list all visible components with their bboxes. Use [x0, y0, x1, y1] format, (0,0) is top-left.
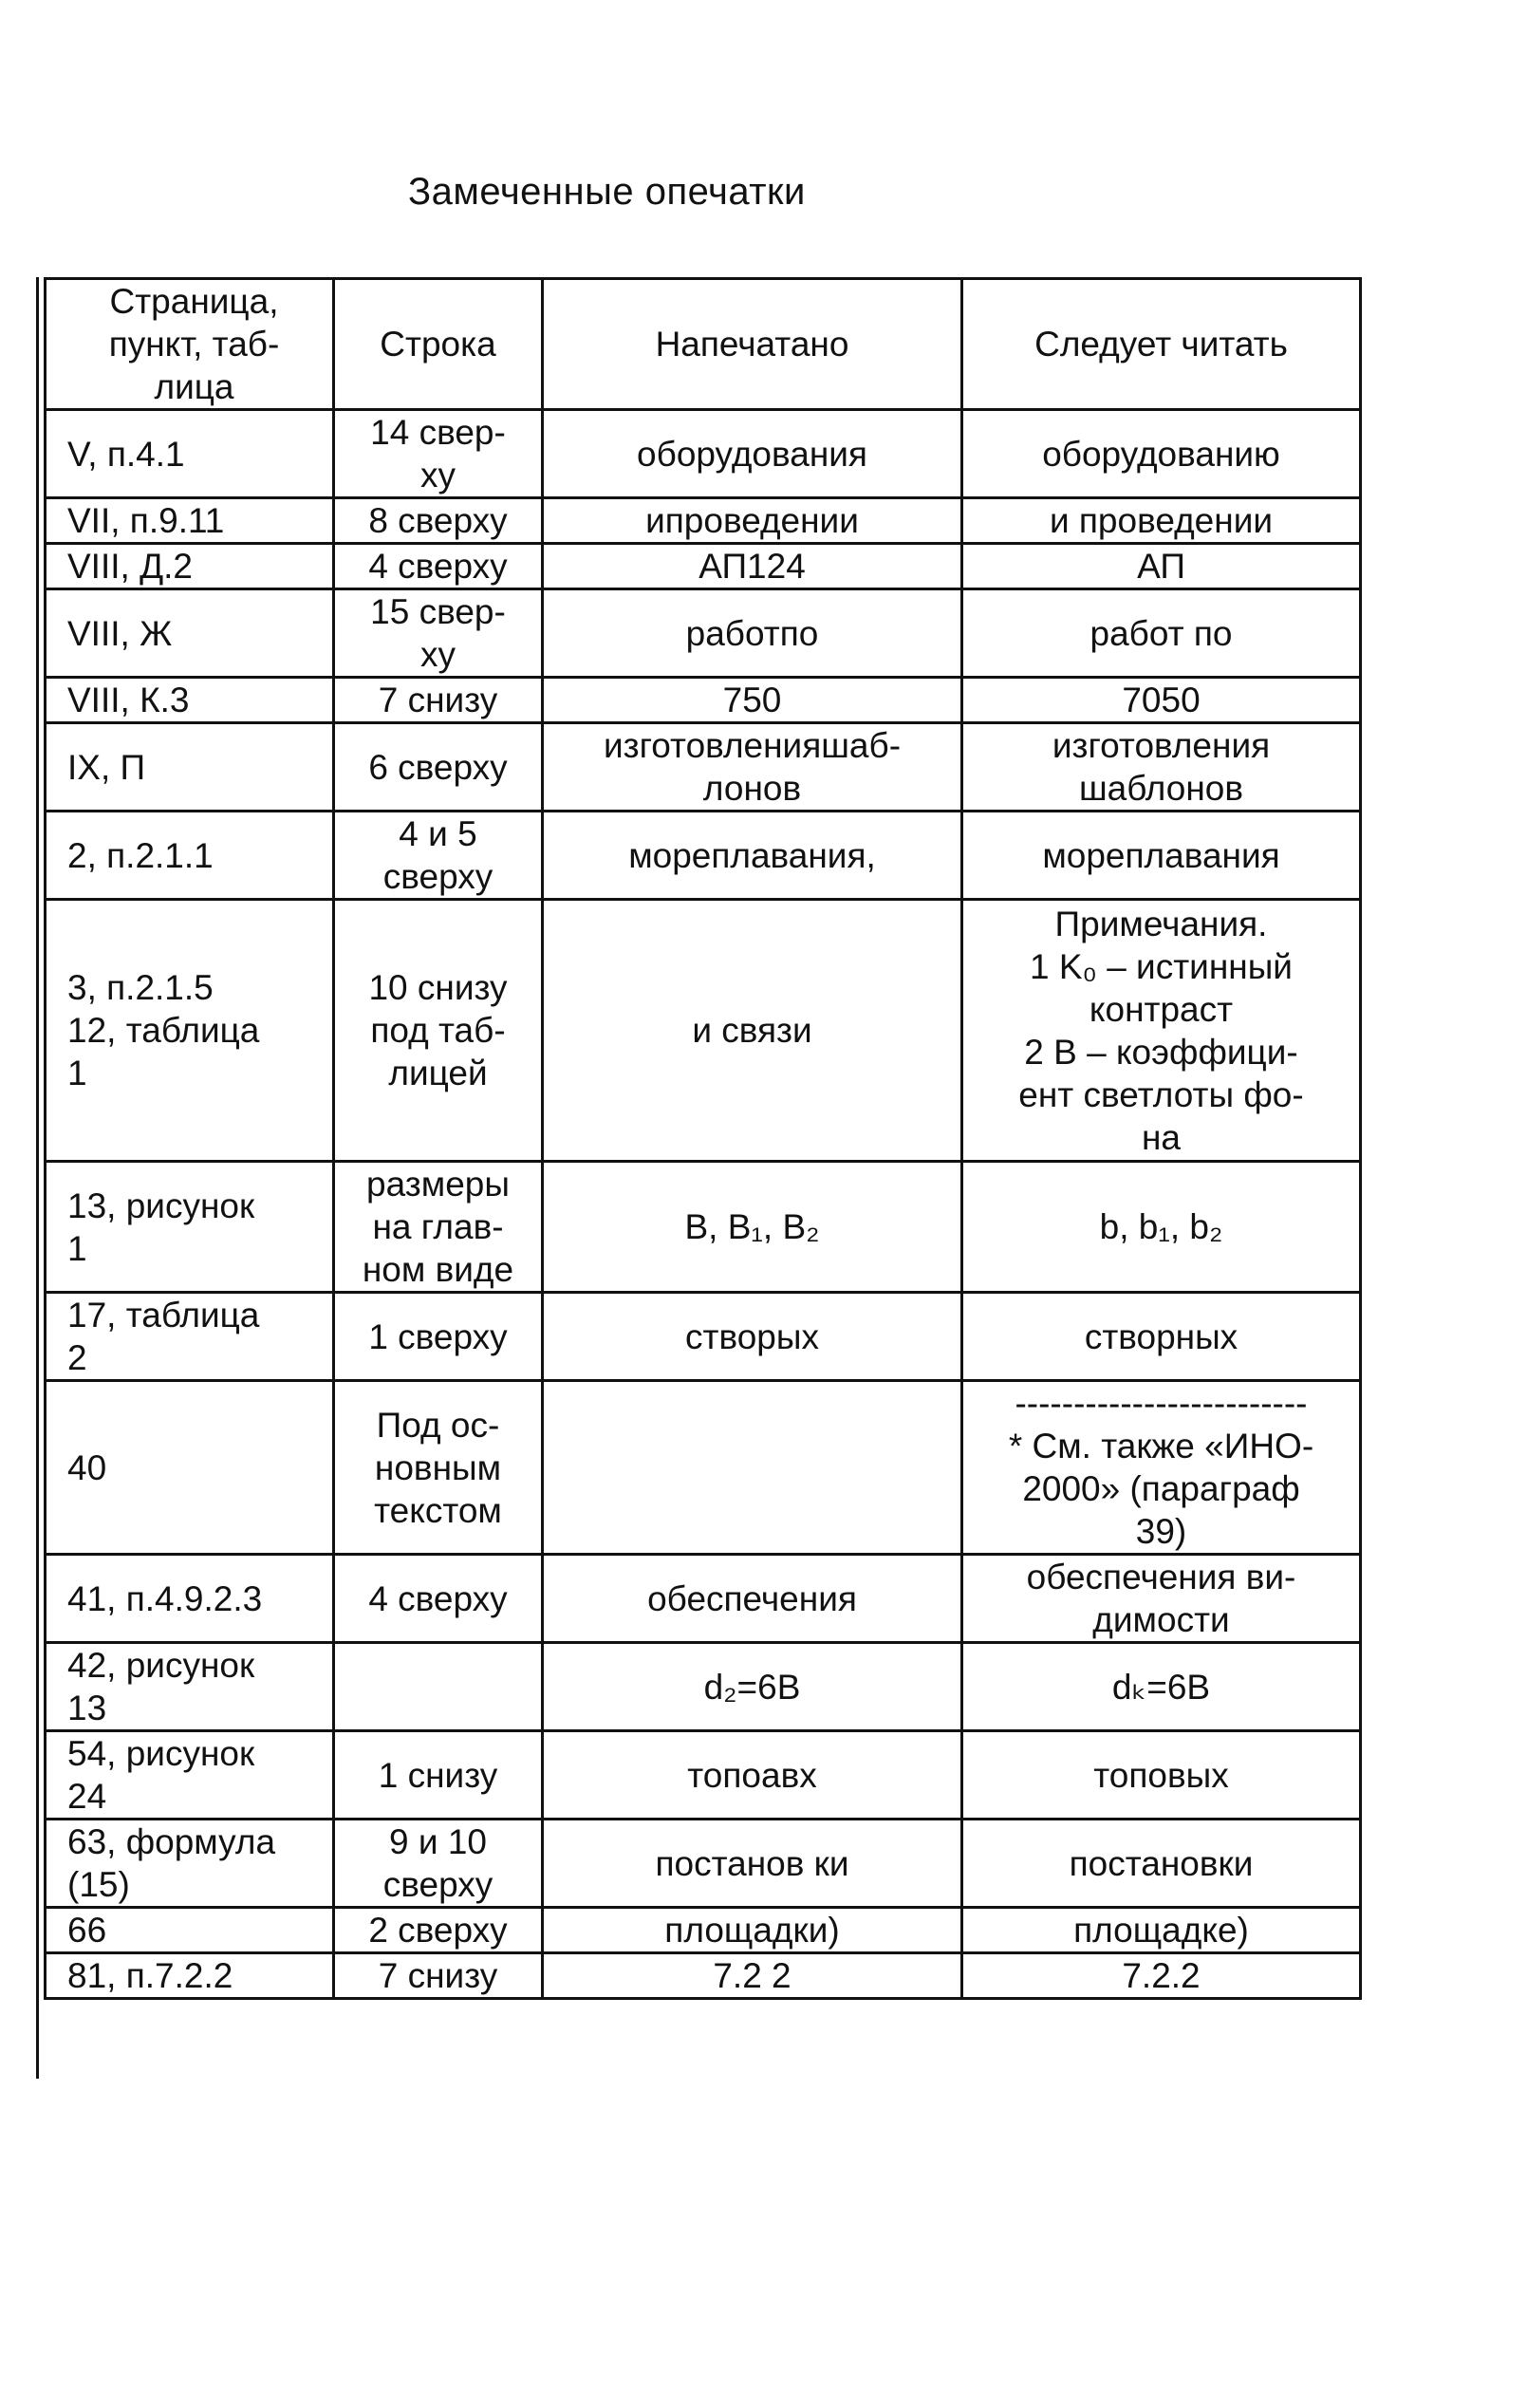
page-cell: 17, таблица 2 [46, 1293, 334, 1381]
line-cell: 7 снизу [334, 1953, 543, 1999]
correct-cell: створных [962, 1293, 1361, 1381]
printed-cell: ипроведении [543, 498, 962, 544]
line-cell: Под ос- новным текстом [334, 1381, 543, 1555]
correct-cell: ------------------------- * См. также «ИНО- 2000» (параграф 39) [962, 1381, 1361, 1555]
page-cell: 3, п.2.1.5 12, таблица 1 [46, 900, 334, 1162]
correct-cell: АП [962, 544, 1361, 589]
printed-cell: 750 [543, 678, 962, 723]
table-row [46, 1643, 1361, 1731]
printed-cell: АП124 [543, 544, 962, 589]
page-cell: V, п.4.1 [46, 410, 334, 498]
line-cell: размеры на глав- ном виде [334, 1162, 543, 1293]
column-header: Следует читать [962, 279, 1361, 410]
printed-cell: мореплавания, [543, 812, 962, 900]
table-row [46, 812, 1361, 900]
printed-cell: обеспечения [543, 1555, 962, 1643]
page-cell: VIII, Д.2 [46, 544, 334, 589]
page-cell: 2, п.2.1.1 [46, 812, 334, 900]
correct-cell: 7050 [962, 678, 1361, 723]
page-cell: 41, п.4.9.2.3 [46, 1555, 334, 1643]
line-cell: 4 и 5 сверху [334, 812, 543, 900]
errata-table-container [44, 277, 1359, 2000]
correct-cell: Примечания. 1 K₀ – истинный контраст 2 В – коэффици- ент светлоты фо- на [962, 900, 1361, 1162]
printed-cell: и связи [543, 900, 962, 1162]
printed-cell: изготовленияшаб- лонов [543, 723, 962, 812]
page-cell: 54, рисунок 24 [46, 1731, 334, 1820]
page-cell: 63, формула (15) [46, 1820, 334, 1908]
line-cell [334, 1643, 543, 1731]
page-cell: 40 [46, 1381, 334, 1555]
table-row [46, 1731, 1361, 1820]
correct-cell: работ по [962, 589, 1361, 678]
errata-table [44, 277, 1362, 2000]
printed-cell: работпо [543, 589, 962, 678]
correct-cell: и проведении [962, 498, 1361, 544]
table-row [46, 1293, 1361, 1381]
table-row [46, 723, 1361, 812]
printed-cell [543, 1381, 962, 1555]
correct-cell: мореплавания [962, 812, 1361, 900]
page-cell: 13, рисунок 1 [46, 1162, 334, 1293]
column-header: Строка [334, 279, 543, 410]
table-row [46, 410, 1361, 498]
page-title: Замеченные опечатки [408, 171, 806, 213]
line-cell: 8 сверху [334, 498, 543, 544]
table-row [46, 589, 1361, 678]
correct-cell: площадке) [962, 1908, 1361, 1953]
correct-cell: топовых [962, 1731, 1361, 1820]
line-cell: 4 сверху [334, 544, 543, 589]
column-header: Напечатано [543, 279, 962, 410]
table-row [46, 544, 1361, 589]
line-cell: 2 сверху [334, 1908, 543, 1953]
correct-cell: b, b₁, b₂ [962, 1162, 1361, 1293]
page-cell: 81, п.7.2.2 [46, 1953, 334, 1999]
table-row [46, 900, 1361, 1162]
column-header: Страница, пункт, таб- лица [46, 279, 334, 410]
table-row [46, 1555, 1361, 1643]
correct-cell: 7.2.2 [962, 1953, 1361, 1999]
printed-cell: топоавх [543, 1731, 962, 1820]
page-cell: VIII, Ж [46, 589, 334, 678]
printed-cell: площадки) [543, 1908, 962, 1953]
line-cell: 6 сверху [334, 723, 543, 812]
correct-cell: изготовления шаблонов [962, 723, 1361, 812]
printed-cell: оборудования [543, 410, 962, 498]
page-cell: VII, п.9.11 [46, 498, 334, 544]
page-cell: 42, рисунок 13 [46, 1643, 334, 1731]
line-cell: 1 снизу [334, 1731, 543, 1820]
correct-cell: постановки [962, 1820, 1361, 1908]
line-cell: 4 сверху [334, 1555, 543, 1643]
table-row [46, 1908, 1361, 1953]
correct-cell: обеспечения ви- димости [962, 1555, 1361, 1643]
table-row [46, 1162, 1361, 1293]
printed-cell: створых [543, 1293, 962, 1381]
printed-cell: постанов ки [543, 1820, 962, 1908]
printed-cell: В, В₁, В₂ [543, 1162, 962, 1293]
line-cell: 10 снизу под таб- лицей [334, 900, 543, 1162]
correct-cell: dₖ=6В [962, 1643, 1361, 1731]
table-row [46, 1953, 1361, 1999]
printed-cell: 7.2 2 [543, 1953, 962, 1999]
line-cell: 14 свер- ху [334, 410, 543, 498]
table-header-row [46, 279, 1361, 410]
table-row [46, 498, 1361, 544]
line-cell: 1 сверху [334, 1293, 543, 1381]
page-cell: 66 [46, 1908, 334, 1953]
correct-cell: оборудованию [962, 410, 1361, 498]
left-margin-rule [36, 277, 39, 2079]
table-row [46, 678, 1361, 723]
page-cell: IX, П [46, 723, 334, 812]
line-cell: 9 и 10 сверху [334, 1820, 543, 1908]
page-cell: VIII, К.3 [46, 678, 334, 723]
table-row [46, 1820, 1361, 1908]
line-cell: 15 свер- ху [334, 589, 543, 678]
line-cell: 7 снизу [334, 678, 543, 723]
printed-cell: d₂=6В [543, 1643, 962, 1731]
table-row [46, 1381, 1361, 1555]
